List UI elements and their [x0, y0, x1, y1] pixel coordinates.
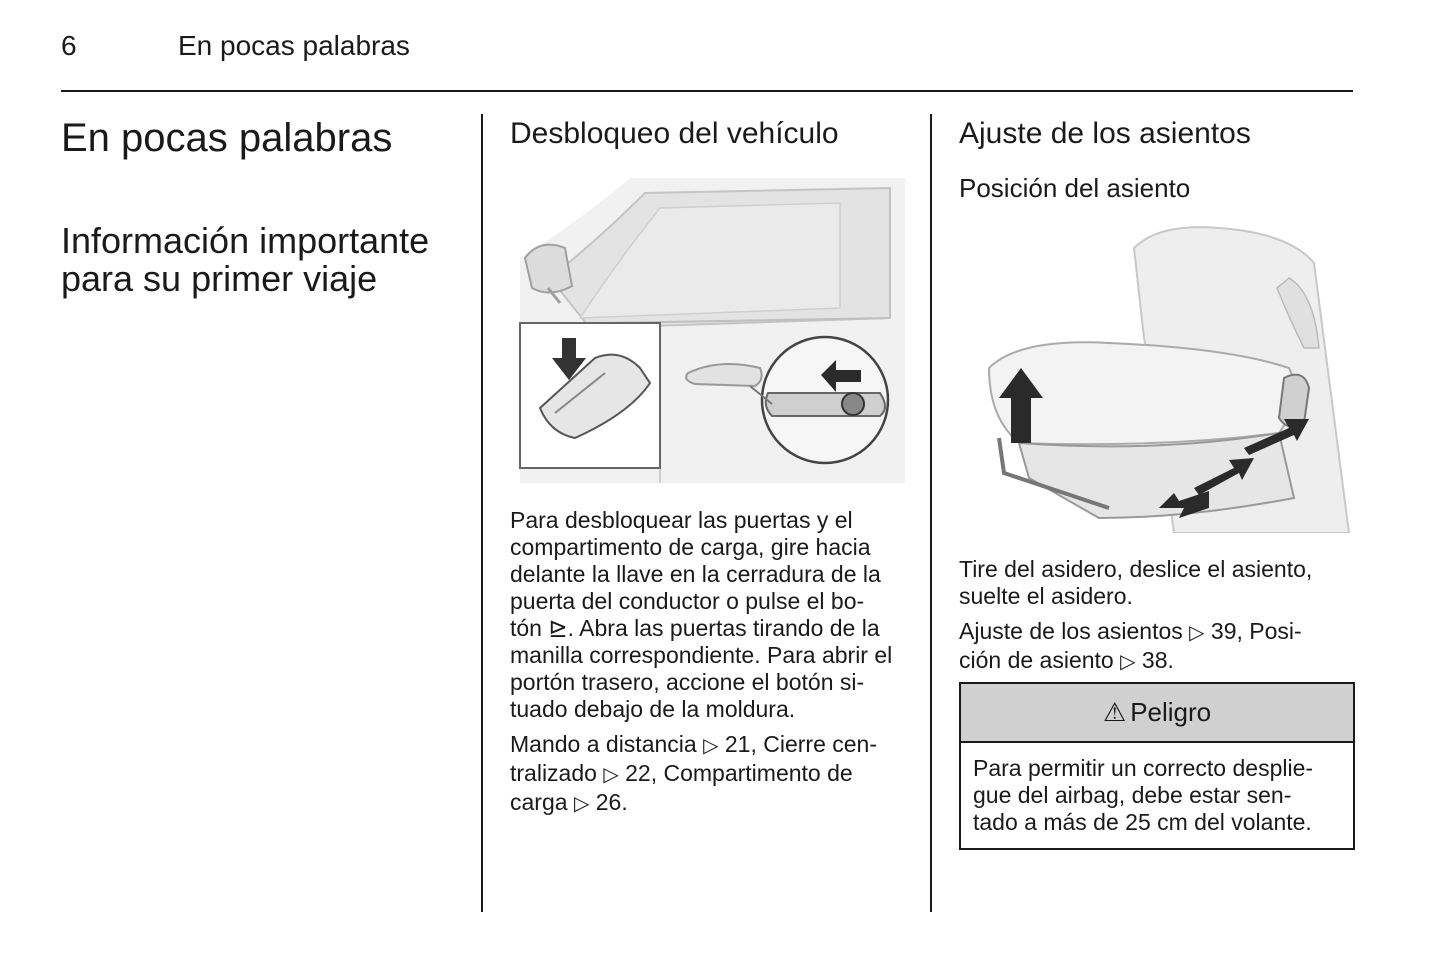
text-line [510, 615, 920, 642]
unlock-symbol-icon: ⊵ [548, 615, 568, 641]
text-line: Tire del asidero, deslice el asiento, [959, 556, 1313, 582]
column-divider-2 [930, 114, 932, 912]
page-reference[interactable]: 38 [1141, 647, 1168, 673]
reference-arrow-icon: ▷ [573, 793, 590, 815]
page-reference[interactable]: 26 [595, 789, 622, 815]
text-fragment: , Compartimento de [650, 760, 853, 786]
text-line [959, 618, 1349, 647]
page-reference[interactable]: 39 [1210, 618, 1237, 644]
text-line: tuado debajo de la moldura. [510, 696, 796, 722]
text-fragment: . [1167, 647, 1174, 673]
seat-text [959, 556, 1349, 684]
text-line: manilla correspondiente. Para abrir el [510, 642, 893, 668]
seat-paragraph-1 [959, 556, 1349, 610]
reference-arrow-icon: ▷ [603, 764, 619, 786]
text-fragment: , Posi- [1236, 618, 1302, 644]
text-fragment: carga [510, 789, 568, 815]
reference-arrow-icon: ▷ [1120, 651, 1136, 673]
text-line [510, 789, 920, 818]
text-fragment: . [621, 789, 628, 815]
vehicle-unlock-illustration [510, 168, 905, 483]
unlock-heading: Desbloqueo del vehículo [510, 117, 839, 150]
chapter-title: En pocas palabras [61, 116, 393, 160]
text-fragment: . Abra las puertas tirando de la [567, 615, 880, 641]
text-line: Para permitir un correcto desplie- [973, 755, 1314, 781]
text-line [510, 731, 920, 760]
danger-title: Peligro [1130, 697, 1212, 727]
seat-position-subheading: Posición del asiento [959, 173, 1191, 203]
text-fragment: Mando a distancia [510, 731, 697, 757]
page-reference[interactable]: 22 [625, 760, 651, 786]
unlock-paragraph-2 [510, 731, 920, 818]
seat-adjust-illustration [959, 218, 1353, 533]
text-line [510, 760, 920, 789]
unlock-paragraph-1 [510, 507, 920, 723]
danger-header [961, 684, 1353, 743]
seat-adjust-heading: Ajuste de los asientos [959, 117, 1251, 150]
text-line: Para desbloquear las puertas y el [510, 507, 853, 533]
text-line [959, 647, 1349, 676]
danger-text [961, 743, 1353, 836]
reference-arrow-icon: ▷ [703, 735, 719, 757]
column-divider-1 [481, 114, 483, 912]
page-number: 6 [61, 30, 77, 61]
unlock-text [510, 507, 920, 826]
text-line: suelte el asidero. [959, 583, 1133, 609]
text-fragment: , Cierre cen- [750, 731, 877, 757]
text-line: gue del airbag, debe estar sen- [973, 782, 1292, 808]
text-fragment: Ajuste de los asientos [959, 618, 1183, 644]
text-fragment: ción de asiento [959, 647, 1114, 673]
text-line: compartimento de carga, gire hacia [510, 534, 871, 560]
reference-arrow-icon: ▷ [1189, 622, 1205, 644]
section-title [61, 222, 429, 298]
text-line: tado a más de 25 cm del volante. [973, 809, 1312, 835]
section-title-line-2: para su primer viaje [61, 258, 378, 299]
header-rule [61, 90, 1353, 92]
seat-paragraph-2 [959, 618, 1349, 676]
text-fragment: tón [510, 615, 542, 641]
running-header-title: En pocas palabras [178, 30, 410, 61]
page-reference[interactable]: 21 [724, 731, 751, 757]
warning-triangle-icon: ⚠ [1102, 697, 1127, 727]
section-title-line-1: Información importante [61, 220, 430, 261]
text-line: puerta del conductor o pulse el bo- [510, 588, 865, 614]
text-line: delante la llave en la cerradura de la [510, 561, 881, 587]
text-line: portón trasero, accione el botón si- [510, 669, 865, 695]
danger-notice [959, 682, 1355, 850]
text-fragment: tralizado [510, 760, 597, 786]
